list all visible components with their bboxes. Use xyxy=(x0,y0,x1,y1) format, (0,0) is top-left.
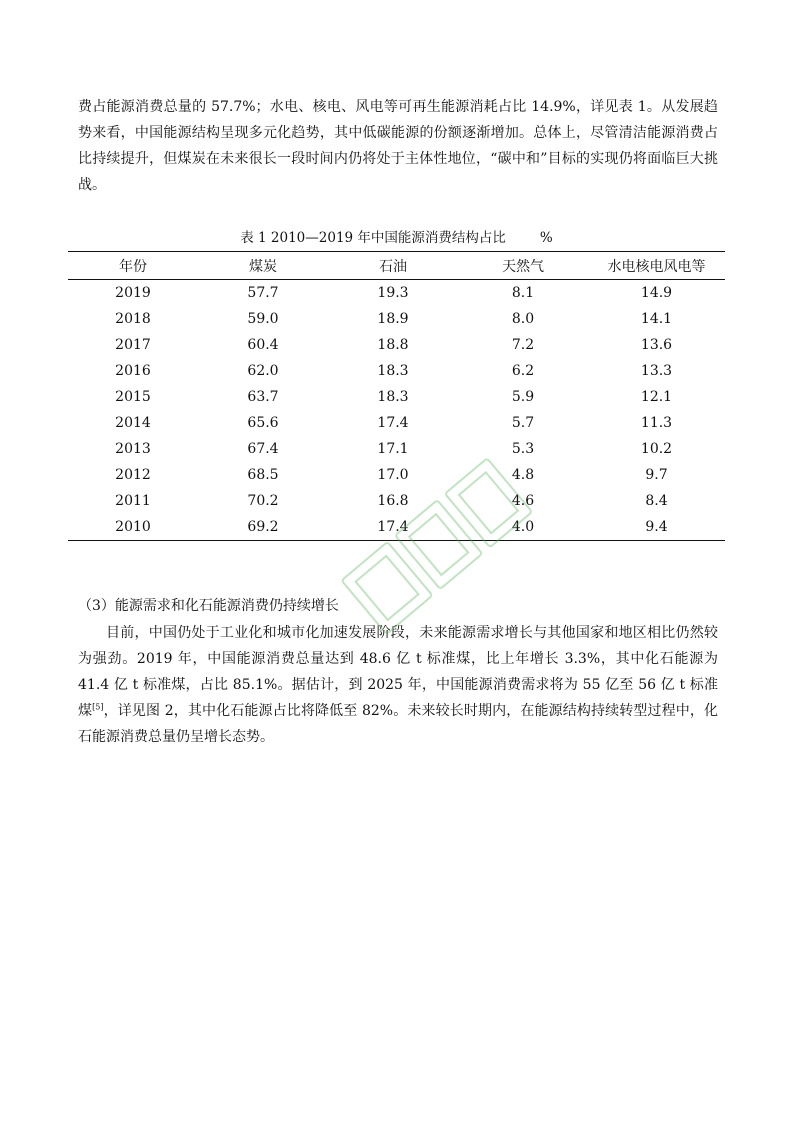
cell-renewables: 14.1 xyxy=(640,311,673,327)
cell-gas: 4.0 xyxy=(458,514,588,541)
col-header-coal: 煤炭 xyxy=(198,252,328,280)
table-body xyxy=(68,280,725,541)
cell-coal: 57.7 xyxy=(247,285,279,301)
cell-year: 2015 xyxy=(115,389,151,405)
table-row xyxy=(68,306,725,332)
section-heading: （3）能源需求和化石能源消费仍持续增长 xyxy=(78,598,339,614)
cell-year: 2014 xyxy=(115,415,151,431)
table-caption xyxy=(0,228,793,248)
cell-year: 2018 xyxy=(115,311,151,327)
col-header-oil: 石油 xyxy=(328,252,458,280)
cell-coal: 65.6 xyxy=(247,415,279,431)
cell-renewables: 8.4 xyxy=(645,493,668,509)
cell-coal: 62.0 xyxy=(247,363,279,379)
cell-gas: 4.8 xyxy=(511,467,535,483)
cell-renewables: 9.4 xyxy=(588,514,725,541)
table-row xyxy=(68,384,725,410)
col-header-gas: 天然气 xyxy=(458,252,588,280)
table-row xyxy=(68,514,725,541)
table-row xyxy=(68,280,725,307)
body-paragraph xyxy=(78,620,718,750)
cell-renewables: 9.7 xyxy=(645,467,668,483)
cell-year: 2012 xyxy=(115,467,151,483)
cell-renewables: 13.3 xyxy=(640,363,673,379)
cell-oil: 18.8 xyxy=(377,337,409,353)
col-header-year: 年份 xyxy=(68,252,198,280)
cell-year: 2013 xyxy=(115,441,151,457)
table-caption-text: 表 1 2010—2019 年中国能源消费结构占比 xyxy=(240,230,506,246)
cell-gas: 8.1 xyxy=(511,285,535,301)
cell-gas: 8.0 xyxy=(511,311,535,327)
cell-gas: 4.6 xyxy=(511,493,535,509)
cell-oil: 18.9 xyxy=(377,311,409,327)
table-row xyxy=(68,410,725,436)
cell-gas: 7.2 xyxy=(511,337,535,353)
cell-coal: 60.4 xyxy=(247,337,279,353)
cell-oil: 18.3 xyxy=(377,363,409,379)
cell-gas: 5.9 xyxy=(511,389,535,405)
cell-oil: 17.1 xyxy=(377,441,409,457)
cell-year: 2016 xyxy=(115,363,151,379)
cell-year: 2019 xyxy=(115,285,151,301)
cell-oil: 18.3 xyxy=(377,389,409,405)
citation-ref: [5] xyxy=(92,702,104,712)
table-row xyxy=(68,358,725,384)
table-row xyxy=(68,436,725,462)
cell-renewables: 14.9 xyxy=(640,285,673,301)
cell-gas: 5.3 xyxy=(511,441,535,457)
cell-renewables: 13.6 xyxy=(640,337,673,353)
cell-coal: 63.7 xyxy=(247,389,279,405)
intro-paragraph: 费占能源消费总量的 57.7%；水电、核电、风电等可再生能源消耗占比 14.9%，详见表 1。从发展趋势来看，中国能源结构呈现多元化趋势，其中低碳能源的份额逐渐增加。总体上，尽管清洁能源消费占比持续提升，但煤炭在未来很长一段时间内仍将处于主体性地位，“碳中和”目标的实现仍将面临巨大挑战。 xyxy=(78,99,718,193)
cell-renewables: 10.2 xyxy=(640,441,673,457)
body-paragraph-part1: 目前，中国仍处于工业化和城市化加速发展阶段，未来能源需求增长与其他国家和地区相比仍然较为强劲。2019 年，中国能源消费总量达到 48.6 亿 t 标准煤，比上年增长 3.3%，其中化石能源为 41.4 亿 t 标准煤，占比 85.1%。据估计，到 2025 年，中国能源消费需求将为 55 亿至 56 亿 t 标准煤 xyxy=(78,625,718,719)
body-paragraph-part2: ，详见图 2，其中化石能源占比将降低至 82%。未来较长时期内，在能源结构持续转型过程中，化石能源消费总量仍呈增长态势。 xyxy=(78,703,718,745)
cell-coal: 68.5 xyxy=(247,467,279,483)
cell-coal: 70.2 xyxy=(247,493,279,509)
cell-oil: 17.4 xyxy=(328,514,458,541)
cell-coal: 67.4 xyxy=(247,441,279,457)
cell-oil: 19.3 xyxy=(377,285,409,301)
cell-oil: 16.8 xyxy=(377,493,409,509)
cell-renewables: 12.1 xyxy=(640,389,673,405)
cell-coal: 69.2 xyxy=(198,514,328,541)
col-header-renewables: 水电核电风电等 xyxy=(588,252,725,280)
cell-year: 2017 xyxy=(115,337,151,353)
cell-gas: 6.2 xyxy=(511,363,535,379)
table-row xyxy=(68,332,725,358)
cell-year: 2010 xyxy=(68,514,198,541)
cell-coal: 59.0 xyxy=(247,311,279,327)
cell-oil: 17.4 xyxy=(377,415,409,431)
table-header-row xyxy=(68,252,725,280)
table-unit: % xyxy=(539,230,553,246)
cell-renewables: 11.3 xyxy=(640,415,673,431)
table-row xyxy=(68,462,725,488)
table-row xyxy=(68,488,725,514)
cell-oil: 17.0 xyxy=(377,467,409,483)
cell-gas: 5.7 xyxy=(511,415,535,431)
energy-structure-table xyxy=(68,251,725,541)
cell-year: 2011 xyxy=(115,493,151,509)
